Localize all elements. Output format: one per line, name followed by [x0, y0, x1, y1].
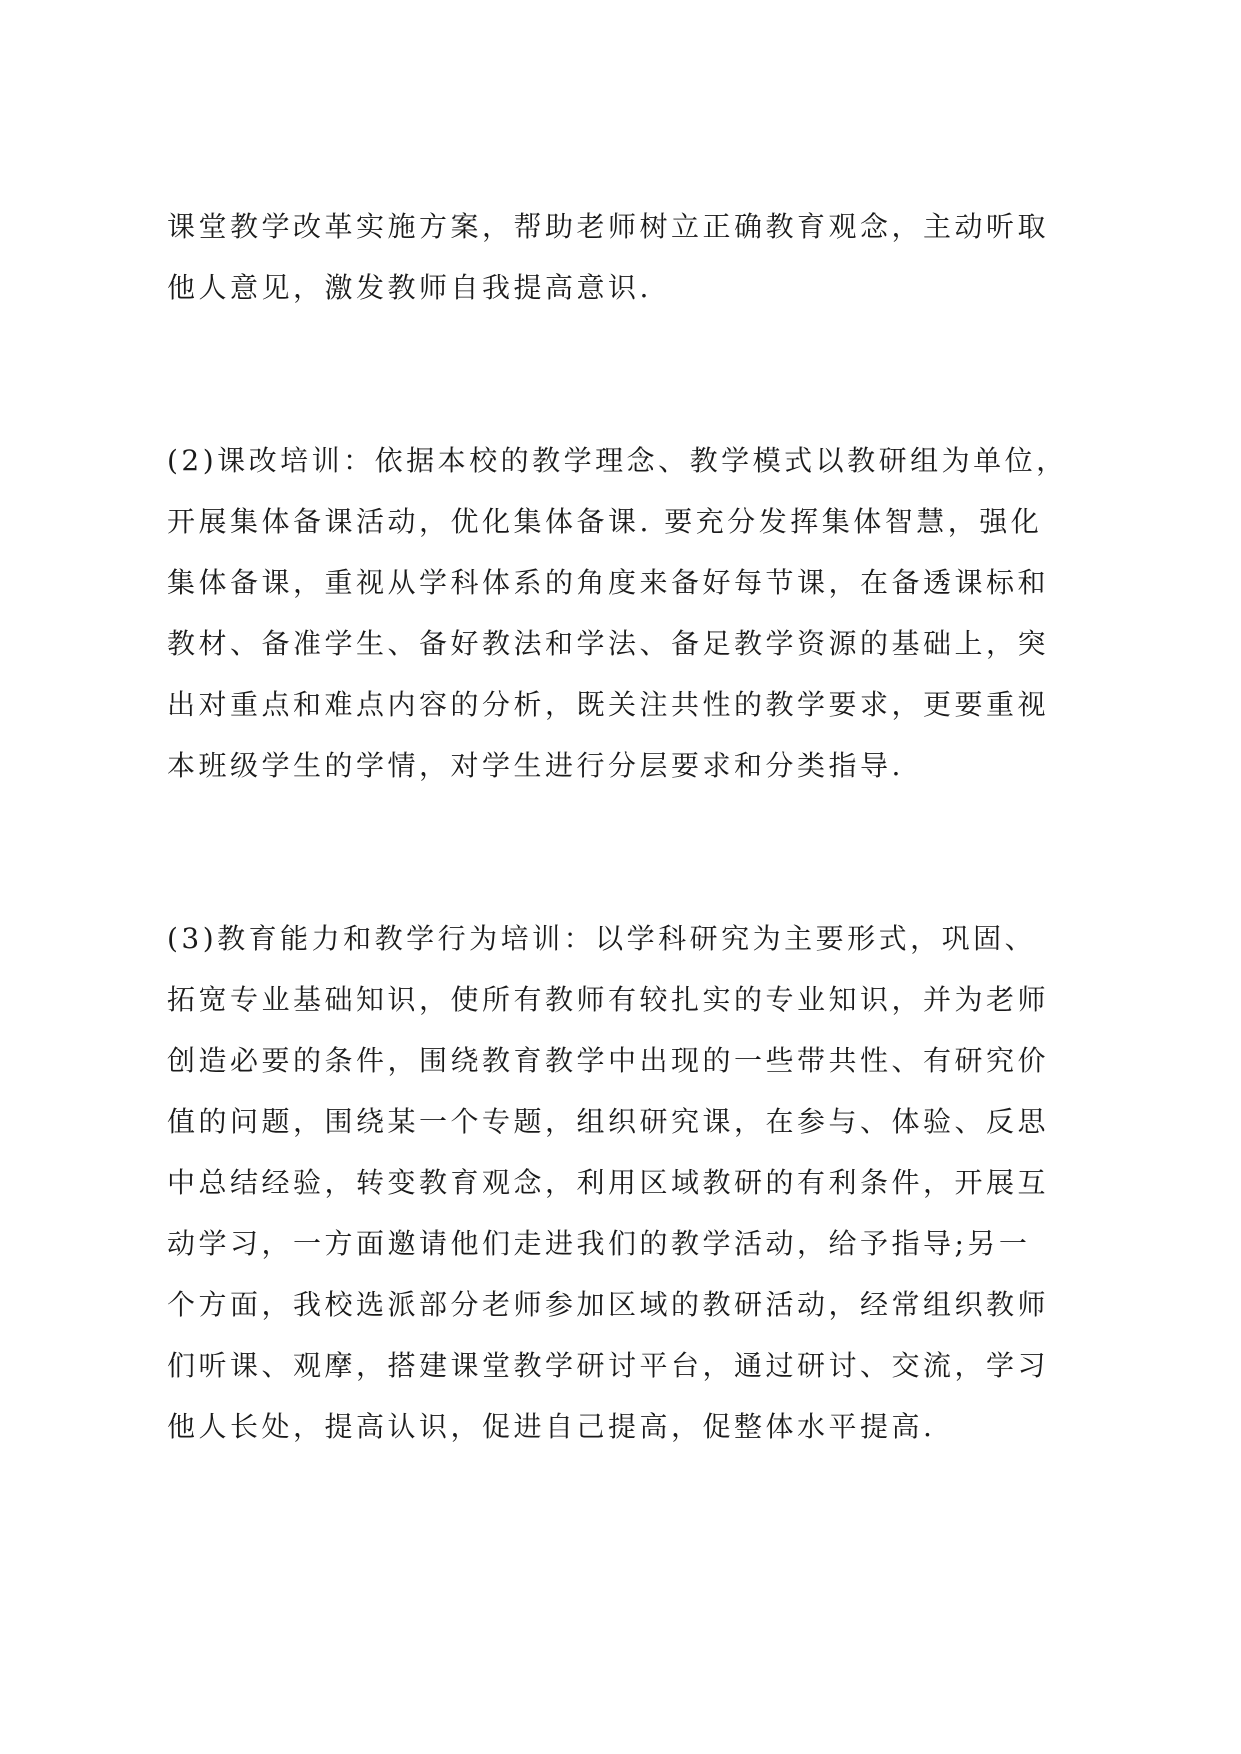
text-line: 教材、备准学生、备好教法和学法、备足教学资源的基础上，突 [167, 627, 1050, 660]
paragraph-3 [167, 908, 1087, 1457]
text-line: 们听课、观摩，搭建课堂教学研讨平台，通过研讨、交流，学习 [167, 1349, 1050, 1382]
text-line: 开展集体备课活动，优化集体备课. 要充分发挥集体智慧，强化 [167, 505, 1043, 538]
text-line: 课堂教学改革实施方案，帮助老师树立正确教育观念，主动听取 [167, 210, 1050, 243]
text-line: 中总结经验，转变教育观念，利用区域教研的有利条件，开展互 [167, 1166, 1050, 1199]
text-line: (2)课改培训：依据本校的教学理念、教学模式以教研组为单位， [167, 444, 1068, 477]
text-line: 创造必要的条件，围绕教育教学中出现的一些带共性、有研究价 [167, 1044, 1050, 1077]
text-line: 出对重点和难点内容的分析，既关注共性的教学要求，更要重视 [167, 688, 1050, 721]
text-line: 动学习，一方面邀请他们走进我们的教学活动，给予指导;另一 [167, 1227, 1031, 1260]
text-line: 本班级学生的学情，对学生进行分层要求和分类指导. [167, 749, 904, 782]
text-line: 个方面，我校选派部分老师参加区域的教研活动，经常组织教师 [167, 1288, 1050, 1321]
text-line: 拓宽专业基础知识，使所有教师有较扎实的专业知识，并为老师 [167, 983, 1050, 1016]
text-line: 集体备课，重视从学科体系的角度来备好每节课，在备透课标和 [167, 566, 1050, 599]
text-line: 他人长处，提高认识，促进自己提高，促整体水平提高. [167, 1410, 936, 1443]
text-line: 值的问题，围绕某一个专题，组织研究课，在参与、体验、反思 [167, 1105, 1050, 1138]
text-line: 他人意见，激发教师自我提高意识. [167, 271, 652, 304]
paragraph-1 [167, 196, 1087, 318]
paragraph-2 [167, 430, 1087, 796]
text-line: (3)教育能力和教学行为培训：以学科研究为主要形式，巩固、 [167, 922, 1037, 955]
